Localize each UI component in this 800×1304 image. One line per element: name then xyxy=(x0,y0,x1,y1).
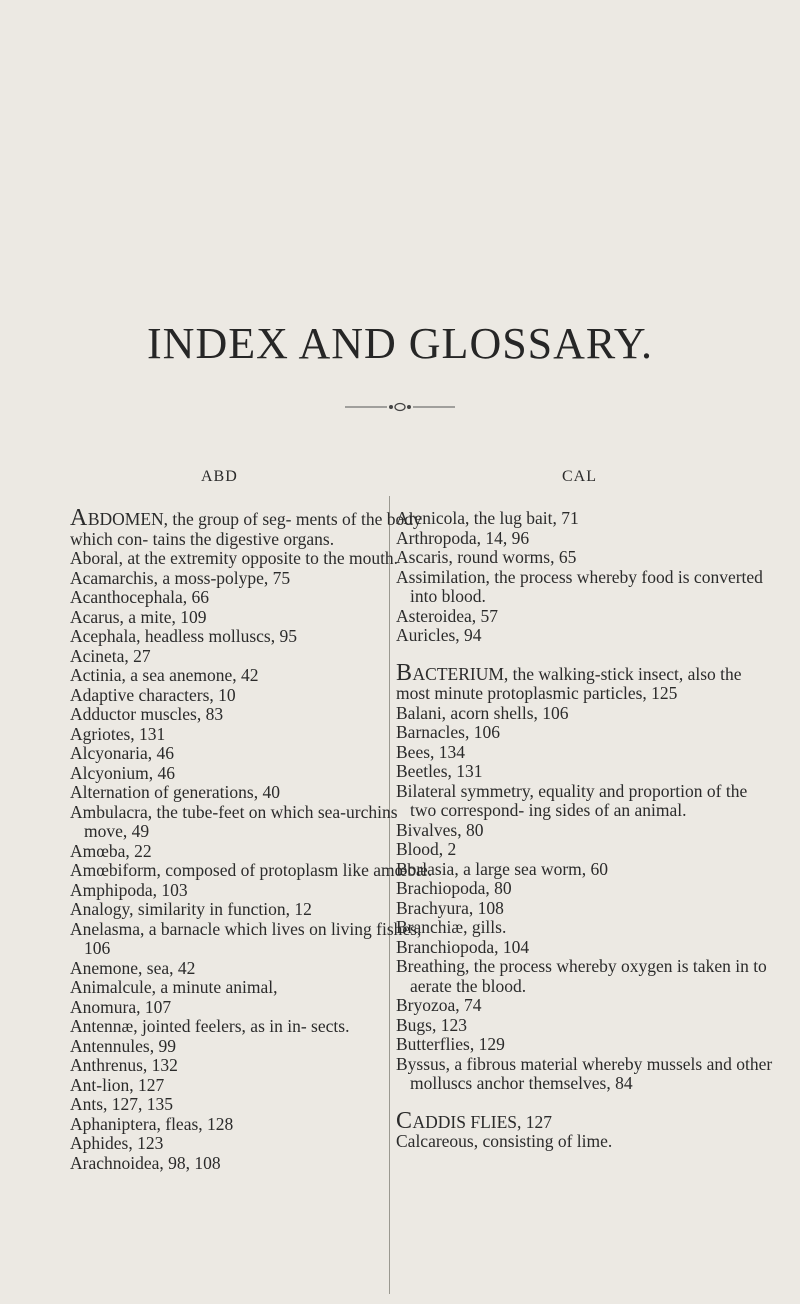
index-entry: ABDOMEN, the group of seg- ments of the body which con- tains the digestive organs. xyxy=(70,505,422,549)
index-entry: Alcyonaria, 46 xyxy=(70,743,174,763)
index-entry: Anomura, 107 xyxy=(70,996,172,1017)
index-entry: Bivalves, 80 xyxy=(396,819,484,840)
index-entry: Amœba, 22 xyxy=(70,840,152,861)
index-entry: Ants, 127, 135 xyxy=(70,1094,174,1114)
ornament-divider xyxy=(345,402,455,412)
index-entry: Arachnoidea, 98, 108 xyxy=(70,1152,221,1173)
index-entry: Aphides, 123 xyxy=(70,1133,164,1153)
index-entry: Agriotes, 131 xyxy=(70,723,166,744)
index-entry: Assimilation, the process whereby food is converted into blood. xyxy=(396,566,763,606)
index-entry: Brachyura, 108 xyxy=(396,897,504,918)
drop-cap: B xyxy=(396,659,413,686)
index-entry: Balani, acorn shells, 106 xyxy=(396,702,569,723)
index-entry: Borlasia, a large sea worm, 60 xyxy=(396,858,609,879)
right-column xyxy=(396,509,776,1152)
index-entry: Bugs, 123 xyxy=(396,1014,467,1035)
index-entry: Bryozoa, 74 xyxy=(396,995,482,1015)
index-entry: Acanthocephala, 66 xyxy=(70,587,209,607)
index-entry: Actinia, a sea anemone, 42 xyxy=(70,665,259,685)
index-entry: Blood, 2 xyxy=(396,839,457,859)
left-column xyxy=(70,505,440,1173)
index-entry: Branchiopoda, 104 xyxy=(396,936,530,957)
index-entry: CADDIS FLIES, 127 xyxy=(396,1107,553,1134)
index-entry: Bees, 134 xyxy=(396,741,466,762)
index-entry: Adaptive characters, 10 xyxy=(70,684,236,705)
index-entry: Aphaniptera, fleas, 128 xyxy=(70,1113,234,1134)
index-entry: Breathing, the process whereby oxygen is taken in to aerate the blood. xyxy=(396,956,767,996)
drop-cap: C xyxy=(396,1107,413,1134)
index-entry: Alcyonium, 46 xyxy=(70,762,175,783)
index-entry: Acamarchis, a moss-polype, 75 xyxy=(70,567,291,588)
index-entry: Bilateral symmetry, equality and proportion of the two correspond- ing sides of an animal. xyxy=(396,780,748,820)
index-entry: Brachiopoda, 80 xyxy=(396,878,512,898)
index-entry: Amœbiform, composed of protoplasm like amœbæ. xyxy=(70,860,433,880)
index-entry: Ambulacra, the tube-feet on which sea-urchins move, 49 xyxy=(70,801,398,841)
index-entry: Aboral, at the extremity opposite to the mouth. xyxy=(70,548,399,568)
index-entry: Acephala, headless molluscs, 95 xyxy=(70,626,297,646)
index-entry: Acineta, 27 xyxy=(70,645,151,666)
index-entry: Calcareous, consisting of lime. xyxy=(396,1131,613,1151)
index-entry: Ascaris, round worms, 65 xyxy=(396,547,577,567)
index-entry: Anelasma, a barnacle which lives on living fishes, 106 xyxy=(70,918,422,958)
index-entry: Anthrenus, 132 xyxy=(70,1055,178,1075)
index-entry: Arthropoda, 14, 96 xyxy=(396,527,530,548)
index-entry: Animalcule, a minute animal, xyxy=(70,977,278,997)
index-entry: Beetles, 131 xyxy=(396,761,483,781)
index-entry: Barnacles, 106 xyxy=(396,722,500,742)
page-title: INDEX AND GLOSSARY. xyxy=(147,319,653,368)
index-entry: Arenicola, the lug bait, 71 xyxy=(396,508,579,528)
index-entry: Antennules, 99 xyxy=(70,1035,176,1056)
index-entry: Alternation of generations, 40 xyxy=(70,782,280,802)
index-entry: Asteroidea, 57 xyxy=(396,605,499,626)
right-running-header: CAL xyxy=(562,468,597,485)
index-entry: Auricles, 94 xyxy=(396,625,482,645)
drop-cap: A xyxy=(70,505,88,531)
index-entry: Byssus, a fibrous material whereby mussels and other molluscs anchor themselves, 84 xyxy=(396,1053,773,1093)
index-entry: Amphipoda, 103 xyxy=(70,879,188,900)
index-entry: Anemone, sea, 42 xyxy=(70,957,196,978)
left-running-header: ABD xyxy=(201,468,238,485)
index-entry: Butterflies, 129 xyxy=(396,1034,505,1054)
index-entry: Antennæ, jointed feelers, as in in- sects. xyxy=(70,1016,350,1036)
index-entry: Adductor muscles, 83 xyxy=(70,704,224,724)
index-entry: Ant-lion, 127 xyxy=(70,1074,165,1095)
index-entry: Acarus, a mite, 109 xyxy=(70,606,207,627)
index-entry: BACTERIUM, the walking-stick insect, also the most minute protoplasmic particles, 125 xyxy=(396,659,742,703)
index-entry: Analogy, similarity in function, 12 xyxy=(70,899,312,919)
index-entry: Branchiæ, gills. xyxy=(396,917,507,937)
